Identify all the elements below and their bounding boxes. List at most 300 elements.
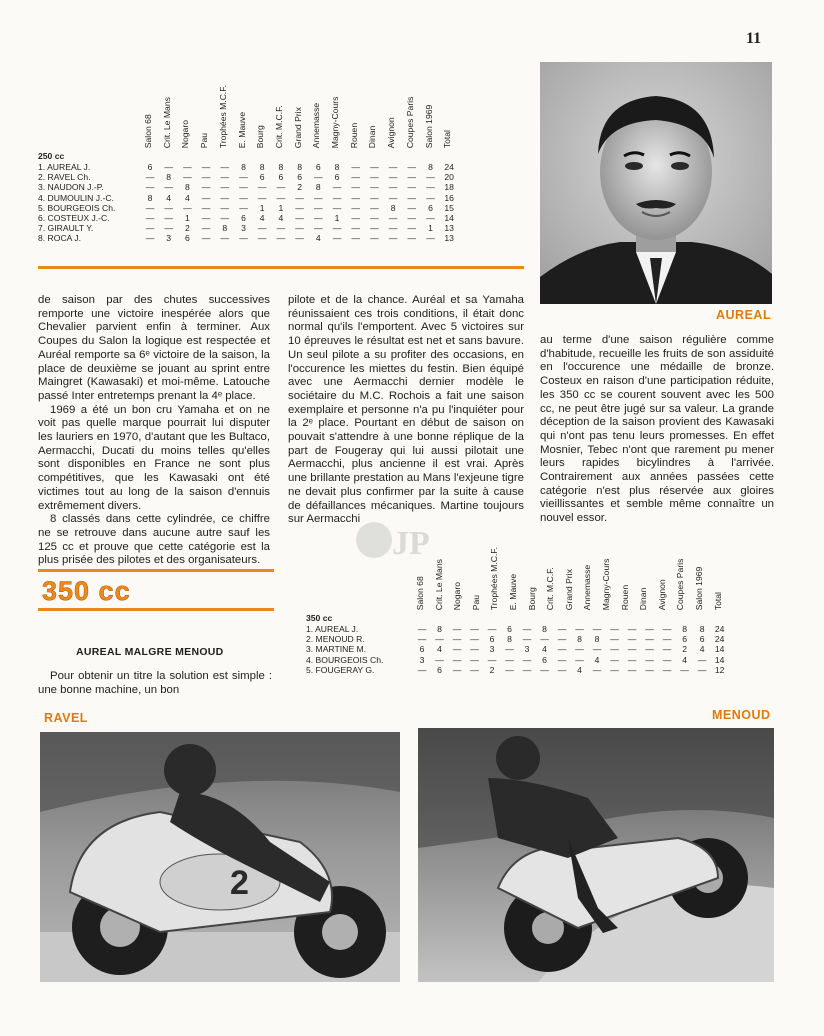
ravel-motorcycle-image: [40, 732, 400, 982]
points-cell: —: [417, 634, 427, 645]
table-column-header: Crit. M.C.F.: [273, 105, 284, 149]
caption-menoud: MENOUD: [712, 708, 771, 722]
rider-name: 6. COSTEUX J.-C.: [38, 213, 110, 223]
points-cell: —: [239, 202, 248, 213]
rider-name: 3. NAUDON J.-P.: [38, 182, 104, 193]
points-cell: —: [388, 182, 398, 193]
article-column-1-continued: [38, 670, 272, 697]
section-heading-350cc: 350 cc: [42, 576, 131, 606]
points-cell: 6: [334, 172, 340, 183]
points-cell: —: [575, 654, 584, 665]
points-cell: —: [557, 664, 567, 675]
points-cell: 6: [185, 233, 190, 244]
points-cell: —: [388, 213, 398, 223]
table-column-header: Crit. M.C.F.: [544, 567, 555, 611]
points-cell: 8: [437, 624, 442, 634]
rider-name: 3. MARTINE M.: [306, 644, 367, 655]
points-cell: —: [276, 223, 286, 234]
points-cell: —: [540, 664, 549, 675]
points-cell: —: [407, 172, 417, 183]
table-column-header: Coupes Paris: [675, 558, 686, 611]
table-column-header: Magny-Cours: [600, 558, 611, 611]
points-cell: 6: [147, 162, 153, 172]
points-cell: —: [257, 223, 267, 234]
points-cell: 8: [428, 162, 433, 172]
points-cell: —: [610, 624, 619, 634]
points-cell: —: [680, 664, 689, 675]
points-cell: 3: [489, 644, 495, 655]
points-cell: —: [426, 213, 435, 223]
points-cell: —: [164, 202, 173, 213]
points-cell: —: [145, 172, 155, 183]
points-cell: —: [645, 624, 654, 634]
points-cell: —: [201, 213, 211, 223]
points-cell: —: [145, 182, 155, 193]
points-cell: —: [470, 654, 479, 665]
article-column-2: [288, 294, 524, 527]
table-column-header: Nogaro: [451, 582, 462, 611]
points-cell: —: [183, 162, 192, 172]
points-cell: 6: [297, 172, 302, 183]
points-cell: 8: [259, 162, 265, 172]
points-cell: —: [388, 233, 398, 244]
points-cell: —: [407, 213, 417, 223]
points-cell: 1: [278, 202, 284, 213]
table-row: [306, 624, 786, 634]
points-cell: —: [452, 664, 462, 675]
points-cell: —: [332, 202, 342, 213]
points-cell: —: [370, 223, 379, 234]
table-column-header: Bourg: [254, 125, 265, 149]
rider-name: 1. AUREAL J.: [306, 624, 359, 634]
points-cell: 6: [682, 634, 687, 645]
points-cell: 14: [444, 213, 454, 223]
points-cell: —: [470, 664, 479, 675]
table-column-header: Annemasse: [582, 564, 593, 611]
points-cell: —: [145, 233, 155, 244]
points-cell: 24: [714, 624, 725, 634]
points-cell: 6: [259, 172, 265, 183]
points-cell: —: [332, 192, 342, 203]
points-cell: 6: [419, 644, 425, 655]
points-cell: —: [295, 213, 304, 223]
points-cell: —: [610, 664, 619, 675]
points-cell: 2: [489, 664, 495, 675]
table-row: [306, 655, 786, 665]
table-column-header: Rouen: [348, 122, 359, 149]
points-cell: —: [522, 634, 532, 645]
table-row: [38, 213, 518, 223]
results-table-250cc: [38, 62, 518, 242]
points-cell: —: [407, 192, 417, 203]
rider-name: 7. GIRAULT Y.: [38, 223, 94, 234]
points-cell: —: [662, 664, 672, 675]
points-cell: 8: [315, 182, 321, 193]
points-cell: —: [388, 192, 398, 203]
points-cell: 4: [682, 654, 687, 665]
points-cell: —: [610, 644, 619, 655]
points-cell: —: [370, 202, 379, 213]
table-column-header: Salon 68: [142, 114, 153, 149]
points-cell: 6: [315, 162, 321, 172]
points-cell: 14: [714, 654, 725, 665]
article-column-3: [540, 334, 774, 526]
points-cell: 6: [489, 634, 495, 645]
points-cell: 4: [699, 644, 705, 655]
points-cell: 8: [390, 202, 396, 213]
table-column-header: Dinan: [367, 125, 378, 149]
points-cell: —: [183, 202, 192, 213]
points-cell: 4: [577, 664, 582, 675]
points-cell: 4: [542, 644, 547, 655]
table-row: [306, 665, 786, 675]
table-column-header: Trophées M.C.F.: [489, 547, 500, 611]
points-cell: —: [627, 644, 637, 655]
points-cell: —: [295, 223, 304, 234]
points-cell: —: [220, 172, 230, 183]
points-cell: —: [220, 182, 230, 193]
points-cell: —: [388, 162, 398, 172]
table-column-header: Pau: [198, 132, 209, 149]
points-cell: —: [575, 624, 584, 634]
points-cell: 24: [444, 162, 454, 172]
points-cell: —: [201, 223, 211, 234]
menoud-race-photo: [418, 728, 774, 982]
points-cell: —: [435, 634, 444, 645]
points-cell: —: [370, 172, 379, 183]
points-cell: 12: [714, 664, 725, 675]
points-cell: —: [388, 172, 398, 183]
table-column-header: Annemasse: [311, 102, 322, 149]
menoud-motorcycle-image: [418, 728, 774, 982]
points-cell: —: [145, 213, 155, 223]
table-column-header: Pau: [470, 594, 481, 611]
table-column-header: Rouen: [619, 584, 630, 611]
points-cell: 8: [577, 634, 582, 645]
points-cell: 16: [444, 192, 454, 203]
points-cell: 6: [507, 624, 512, 634]
points-cell: —: [220, 192, 230, 203]
points-cell: 4: [437, 644, 442, 655]
col1-paragraph-3: 8 classés dans cette cylindrée, ce chiffre ne se retrouve dans aucune autre sauf les 125 cc et prouve que cette catégorie est la plus prisée des pilotes et des organisateurs.: [38, 513, 270, 567]
points-cell: 13: [444, 233, 454, 244]
points-cell: —: [351, 233, 360, 244]
points-cell: —: [201, 182, 211, 193]
rider-name: 8. ROCA J.: [38, 233, 81, 244]
points-cell: —: [697, 654, 707, 665]
points-cell: 4: [594, 654, 600, 665]
points-cell: —: [662, 654, 672, 665]
table-column-header: Bourg: [526, 587, 537, 611]
table-column-header: Total: [441, 130, 452, 149]
svg-text:2: 2: [230, 864, 249, 902]
table-column-header: Crit. Le Mans: [161, 97, 172, 149]
points-cell: —: [351, 192, 360, 203]
points-cell: —: [257, 233, 267, 244]
table-column-header: Trophées M.C.F.: [217, 85, 228, 149]
rider-name: 5. BOURGEOIS Ch.: [38, 202, 116, 213]
points-cell: —: [487, 654, 497, 665]
table-column-header: Salon 1969: [423, 104, 434, 149]
points-cell: —: [452, 634, 462, 645]
points-cell: —: [332, 233, 342, 244]
table-column-header: Grand Prix: [292, 107, 303, 149]
orange-rule-350-top: [38, 569, 274, 572]
points-cell: 6: [278, 172, 284, 183]
points-cell: 2: [682, 644, 687, 655]
points-cell: —: [220, 213, 230, 223]
points-cell: 8: [241, 162, 246, 172]
points-cell: —: [239, 172, 248, 183]
points-cell: —: [276, 233, 286, 244]
points-cell: —: [201, 162, 211, 172]
points-cell: —: [314, 213, 323, 223]
points-cell: —: [164, 213, 173, 223]
points-cell: 4: [166, 192, 172, 203]
points-cell: 8: [334, 162, 340, 172]
points-cell: —: [351, 162, 360, 172]
col3-paragraph-1: au terme d'une saison régulière comme d'habitude, recueille les fruits de son assiduité en l'occurence une médaille de bronze. Costeux en raison d'une participation réduite, les 350 cc se courent souvent avec les 500 cc, ne peut être jugé sur sa valeur. La grande déception de la saison provient des Kawasaki qui n'ont pas tenu leurs promesses. En effet Mosnier, Tebec n'ont que rarement pu mener leurs rapides bicylindres à l'arrivée. Contrairement aux années passées cette catégorie n'est plus réservée aux gloires vieillissantes et semble même connaître un nouvel essor.: [540, 334, 774, 525]
rider-name: 4. BOURGEOIS Ch.: [306, 654, 384, 665]
points-cell: —: [164, 162, 173, 172]
col1-paragraph-1: de saison par des chutes successives remporte une victoire inespérée alors que Chevalier parvient enfin à terminer. Aux Coupes du Salon la logique est respectée et Auréal remporte sa 6ᵉ victoire de la saison, la place de deuxième se jouant au sprint entre Maingret (Kawasaki) et moi-même. Latouche passé Inter entretemps prenant la 4ᵉ place.: [38, 294, 270, 402]
points-cell: —: [627, 634, 637, 645]
points-cell: —: [592, 624, 602, 634]
table-column-header: Magny-Cours: [329, 96, 340, 149]
rider-name: 2. MENOUD R.: [306, 634, 365, 645]
points-cell: —: [540, 634, 549, 645]
table-column-header: E. Mauve: [236, 111, 247, 149]
points-cell: —: [610, 634, 619, 645]
points-cell: —: [452, 644, 462, 655]
table-row: [38, 182, 518, 192]
points-cell: —: [201, 172, 211, 183]
points-cell: 8: [699, 624, 705, 634]
points-cell: —: [201, 192, 211, 203]
points-cell: —: [592, 664, 602, 675]
points-cell: —: [370, 233, 379, 244]
results-table-350cc: [306, 548, 786, 678]
points-cell: —: [295, 233, 304, 244]
points-cell: 6: [241, 213, 246, 223]
points-cell: 4: [278, 213, 284, 223]
table-row: [38, 172, 518, 182]
points-cell: —: [697, 664, 707, 675]
points-cell: —: [645, 634, 654, 645]
caption-ravel: RAVEL: [44, 711, 88, 725]
points-cell: —: [201, 233, 211, 244]
table-row: [38, 233, 518, 243]
points-cell: 2: [185, 223, 190, 234]
points-cell: 20: [444, 172, 454, 183]
points-cell: —: [370, 192, 379, 203]
table-column-header: Salon 1969: [693, 566, 704, 611]
points-cell: —: [662, 624, 672, 634]
table-row: [38, 203, 518, 213]
points-cell: 8: [682, 624, 687, 634]
table-column-header: Avignon: [385, 117, 396, 149]
points-cell: —: [220, 162, 230, 172]
points-cell: 3: [524, 644, 530, 655]
table-column-header: Crit. Le Mans: [433, 559, 444, 611]
col1-paragraph-4: Pour obtenir un titre la solution est simple : une bonne machine, un bon: [38, 670, 272, 696]
points-cell: 6: [428, 202, 433, 213]
points-cell: —: [239, 233, 248, 244]
table-column-header: Grand Prix: [563, 569, 574, 611]
points-cell: —: [557, 654, 567, 665]
points-cell: —: [314, 223, 323, 234]
points-cell: 3: [241, 223, 246, 234]
table-column-header: Total: [712, 592, 723, 611]
orange-rule-top: [38, 266, 524, 269]
points-cell: —: [575, 644, 584, 655]
points-cell: 1: [428, 223, 433, 234]
points-cell: 13: [444, 223, 454, 234]
points-cell: —: [407, 162, 417, 172]
orange-rule-350-bottom: [38, 608, 274, 611]
points-cell: —: [505, 644, 514, 655]
points-cell: —: [314, 192, 323, 203]
points-cell: —: [522, 654, 532, 665]
points-cell: 18: [444, 182, 454, 193]
points-cell: —: [332, 182, 342, 193]
points-cell: —: [522, 664, 532, 675]
table-column-header: Coupes Paris: [404, 96, 415, 149]
portrait-image: [540, 62, 772, 304]
points-cell: —: [435, 654, 444, 665]
table-column-header: E. Mauve: [507, 573, 518, 611]
rider-name: 5. FOUGERAY G.: [306, 664, 375, 675]
points-cell: —: [276, 192, 286, 203]
col1-paragraph-2: 1969 a été un bon cru Yamaha et on ne voit pas quelle marque pourrait lui disputer les lauriers en 1970, d'autant que les Bultaco, Aermacchi, Ducati du moins telles qu'elles sont disponibles en France ne sont plus compétitives, que les Kawasaki ont été victimes tout au long de la saison d'ennuis extrêmement divers.: [38, 403, 270, 512]
points-cell: —: [470, 644, 479, 655]
points-cell: —: [557, 634, 567, 645]
points-cell: —: [351, 182, 360, 193]
table-row: [38, 162, 518, 172]
points-cell: 8: [222, 223, 228, 234]
points-cell: —: [645, 644, 654, 655]
points-cell: —: [627, 664, 637, 675]
aureal-portrait-photo: [540, 62, 772, 304]
points-cell: —: [407, 223, 417, 234]
points-cell: —: [295, 192, 304, 203]
points-cell: 4: [185, 192, 190, 203]
col2-paragraph-1: pilote et de la chance. Auréal et sa Yamaha réunissaient ces trois conditions, il était donc normal qu'ils l'emportent. Avec 5 victoires sur 10 épreuves le résultat est net et sans bavure. Un seul pilote a su profiter des occasions, en l'occurence les miettes du festin. Bien équipé avec une Aermacchi dernier modèle le sociétaire du M.C. Rochois a fait une saison exemplaire et personne n'a pu l'inquiéter pour la 2ᵉ place. Pourtant en début de saison on pouvait s'attendre à une bonne réplique de la part de Fougeray qui lui aussi pilotait une Aermacchi, plus ancienne il est vrai. Après une brillante prestation au Mans l'exjeune tigre ne devait plus confirmer par la suite à cause de défaillances mécaniques. Martine toujours sur Aermacchi: [288, 294, 524, 526]
points-cell: —: [662, 644, 672, 655]
points-cell: 8: [542, 624, 547, 634]
points-cell: —: [332, 223, 342, 234]
points-cell: —: [407, 182, 417, 193]
points-cell: —: [662, 634, 672, 645]
table-row: [38, 223, 518, 233]
points-cell: —: [505, 664, 514, 675]
points-cell: —: [610, 654, 619, 665]
points-cell: 1: [259, 202, 265, 213]
table-column-header: Salon 68: [414, 576, 425, 611]
points-cell: —: [370, 182, 379, 193]
points-cell: —: [627, 624, 637, 634]
points-cell: —: [452, 624, 462, 634]
points-cell: —: [351, 223, 360, 234]
points-cell: —: [426, 192, 435, 203]
points-cell: —: [351, 202, 360, 213]
points-cell: 8: [297, 162, 302, 172]
rider-name: 4. DUMOULIN J.-C.: [38, 192, 114, 203]
points-cell: —: [426, 172, 435, 183]
points-cell: —: [314, 172, 323, 183]
points-cell: 6: [699, 634, 705, 645]
rider-name: 1. AUREAL J.: [38, 162, 91, 172]
points-cell: —: [370, 162, 379, 172]
points-cell: —: [201, 202, 211, 213]
points-cell: —: [370, 213, 379, 223]
table-category-label: 350 cc: [306, 613, 333, 623]
points-cell: —: [164, 182, 173, 193]
points-cell: —: [388, 223, 398, 234]
points-cell: —: [417, 624, 427, 634]
points-cell: 1: [334, 213, 340, 223]
points-cell: —: [645, 664, 654, 675]
points-cell: 8: [594, 634, 600, 645]
table-row: [306, 644, 786, 654]
article-column-1: [38, 294, 270, 568]
points-cell: —: [426, 233, 435, 244]
points-cell: —: [407, 202, 417, 213]
points-cell: —: [145, 202, 155, 213]
points-cell: —: [452, 654, 462, 665]
table-row: [38, 193, 518, 203]
points-cell: —: [592, 644, 602, 655]
points-cell: 2: [297, 182, 302, 193]
points-cell: —: [351, 213, 360, 223]
points-cell: 8: [147, 192, 153, 203]
points-cell: —: [257, 182, 267, 193]
points-cell: 8: [278, 162, 284, 172]
points-cell: 8: [166, 172, 172, 183]
points-cell: —: [220, 202, 230, 213]
points-cell: —: [164, 223, 173, 234]
section-subheading: AUREAL MALGRE MENOUD: [76, 646, 224, 658]
table-column-header: Nogaro: [180, 120, 191, 149]
points-cell: —: [183, 172, 192, 183]
points-cell: 14: [714, 644, 725, 655]
table-column-header: Dinan: [637, 587, 648, 611]
caption-aureal: AUREAL: [716, 308, 772, 322]
points-cell: —: [257, 192, 267, 203]
points-cell: —: [522, 624, 532, 634]
points-cell: —: [426, 182, 435, 193]
points-cell: —: [314, 202, 323, 213]
rider-name: 2. RAVEL Ch.: [38, 172, 91, 183]
points-cell: —: [627, 654, 637, 665]
points-cell: 4: [259, 213, 265, 223]
table-category-label: 250 cc: [38, 151, 65, 161]
points-cell: —: [557, 644, 567, 655]
points-cell: —: [239, 182, 248, 193]
points-cell: —: [470, 624, 479, 634]
points-cell: —: [295, 202, 304, 213]
points-cell: 3: [166, 233, 172, 244]
points-cell: —: [645, 654, 654, 665]
table-column-header: Avignon: [656, 579, 667, 611]
points-cell: —: [145, 223, 155, 234]
points-cell: —: [351, 172, 360, 183]
points-cell: 8: [185, 182, 190, 193]
table-row: [306, 634, 786, 644]
page-number: 11: [746, 30, 762, 47]
points-cell: 8: [507, 634, 512, 645]
points-cell: 6: [437, 664, 442, 675]
